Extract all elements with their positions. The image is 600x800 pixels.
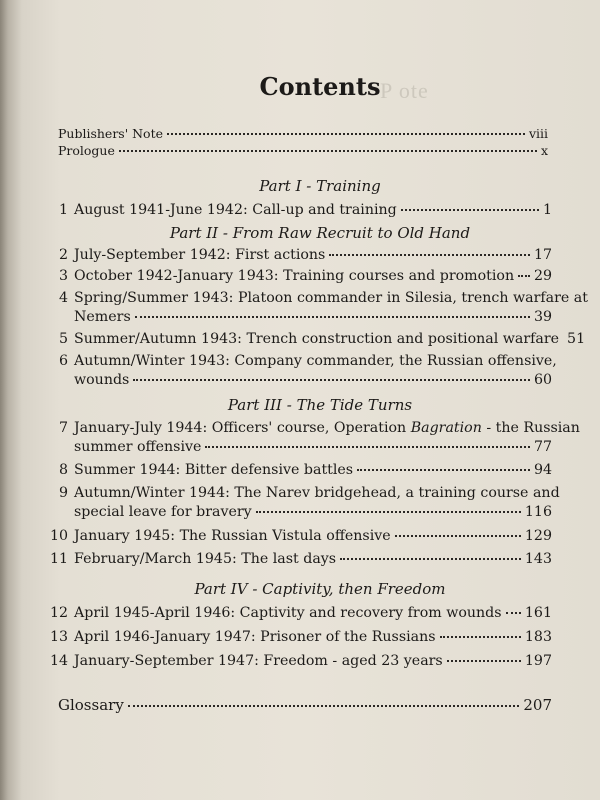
toc-chapter-12 [50, 604, 552, 623]
leader-dots [340, 558, 521, 560]
leader-dots [135, 316, 530, 318]
toc-chapter-2 [58, 246, 552, 265]
leader-dots [119, 150, 537, 152]
part-heading-1: Part I - Training [259, 177, 381, 195]
toc-chapter-9 [58, 484, 560, 522]
chapter-title: January 1945: The Russian Vistula offensive [74, 528, 391, 544]
chapter-title: January-September 1947: Freedom - aged 23 years [74, 653, 443, 669]
toc-entry-glossary [58, 696, 552, 714]
chapter-title: April 1945-April 1946: Captivity and recovery from wounds [74, 605, 502, 621]
toc-chapter-6 [58, 352, 557, 390]
toc-chapter-11 [50, 550, 552, 569]
chapter-number: 11 [50, 551, 69, 567]
toc-chapter-1 [58, 201, 552, 220]
entry-label: Publishers' Note [58, 126, 164, 141]
chapter-page: 77 [533, 439, 552, 455]
toc-entry-publishers-note [58, 126, 548, 141]
chapter-title: July-September 1942: First actions [74, 247, 326, 263]
leader-dots [128, 705, 520, 707]
page-title: Contents [259, 72, 381, 101]
toc-chapter-3 [58, 267, 552, 286]
entry-page: 207 [523, 696, 552, 714]
chapter-number: 14 [50, 653, 69, 669]
part-heading-2: Part II - From Raw Recruit to Old Hand [169, 224, 471, 242]
entry-page: viii [528, 126, 548, 141]
part-heading-4: Part IV - Captivity, then Freedom [194, 580, 446, 598]
chapter-number: 2 [58, 247, 68, 263]
leader-dots [329, 254, 530, 256]
chapter-title-cont: Nemers [74, 309, 131, 325]
chapter-title: Summer 1944: Bitter defensive battles [74, 462, 354, 478]
chapter-number: 1 [58, 202, 68, 218]
chapter-number: 13 [50, 629, 69, 645]
chapter-number: 9 [58, 485, 68, 501]
chapter-title [74, 419, 580, 438]
entry-label: Glossary [58, 696, 124, 714]
chapter-page: 197 [524, 653, 552, 669]
toc-entry-prologue [58, 143, 548, 158]
chapter-title: Summer/Autumn 1943: Trench construction and positional warfare [74, 331, 560, 347]
chapter-page: 183 [524, 629, 552, 645]
leader-dots [357, 469, 530, 471]
chapter-page: 143 [524, 551, 552, 567]
leader-dots [447, 660, 521, 662]
chapter-page: 51 [567, 331, 586, 347]
chapter-number: 7 [58, 420, 68, 436]
chapter-title: October 1942-January 1943: Training courses and promotion [74, 268, 515, 284]
chapter-number: 10 [50, 528, 69, 544]
chapter-number: 12 [50, 605, 69, 621]
chapter-title: Spring/Summer 1943: Platoon commander in Silesia, trench warfare at [74, 290, 588, 306]
leader-dots [506, 612, 521, 614]
part-heading-3: Part III - The Tide Turns [227, 396, 413, 414]
bleed-through-text: P ote [380, 78, 429, 103]
chapter-page: 94 [533, 462, 552, 478]
chapter-title: Autumn/Winter 1943: Company commander, the Russian offensive, [74, 353, 557, 369]
toc-chapter-7 [58, 419, 580, 457]
chapter-page: 39 [533, 309, 552, 325]
toc-chapter-8 [58, 461, 552, 480]
leader-dots [395, 535, 521, 537]
chapter-page: 29 [533, 268, 552, 284]
chapter-title-italic: Bagration [410, 420, 482, 436]
chapter-page: 129 [524, 528, 552, 544]
chapter-title-part: - the Russian [481, 420, 580, 436]
leader-dots [133, 379, 530, 381]
chapter-number: 6 [58, 353, 68, 369]
chapter-number: 3 [58, 268, 68, 284]
chapter-title-part: January-July 1944: Officers' course, Operation [74, 420, 411, 436]
entry-page: x [540, 143, 548, 158]
leader-dots [440, 636, 521, 638]
leader-dots [167, 133, 525, 135]
toc-chapter-14 [50, 652, 552, 671]
entry-label: Prologue [58, 143, 115, 158]
toc-chapter-10 [50, 527, 552, 546]
chapter-title-cont: special leave for bravery [74, 504, 252, 520]
toc-chapter-4 [58, 289, 588, 327]
chapter-title-cont: wounds [74, 372, 130, 388]
chapter-page: 60 [533, 372, 552, 388]
chapter-number: 4 [58, 290, 68, 306]
leader-dots [518, 275, 530, 277]
leader-dots [205, 446, 530, 448]
chapter-title: Autumn/Winter 1944: The Narev bridgehead, a training course and [74, 485, 560, 501]
chapter-page: 116 [524, 504, 552, 520]
toc-chapter-13 [50, 628, 552, 647]
chapter-number: 8 [58, 462, 68, 478]
chapter-title: February/March 1945: The last days [74, 551, 337, 567]
chapter-number: 5 [58, 331, 68, 347]
chapter-page: 1 [542, 202, 552, 218]
leader-dots [256, 511, 521, 513]
chapter-page: 161 [524, 605, 552, 621]
leader-dots [401, 209, 539, 211]
chapter-title-cont: summer offensive [74, 439, 202, 455]
toc-chapter-5 [58, 330, 586, 349]
chapter-title: April 1946-January 1947: Prisoner of the Russians [74, 629, 436, 645]
chapter-title: August 1941-June 1942: Call-up and training [74, 202, 397, 218]
chapter-page: 17 [533, 247, 552, 263]
